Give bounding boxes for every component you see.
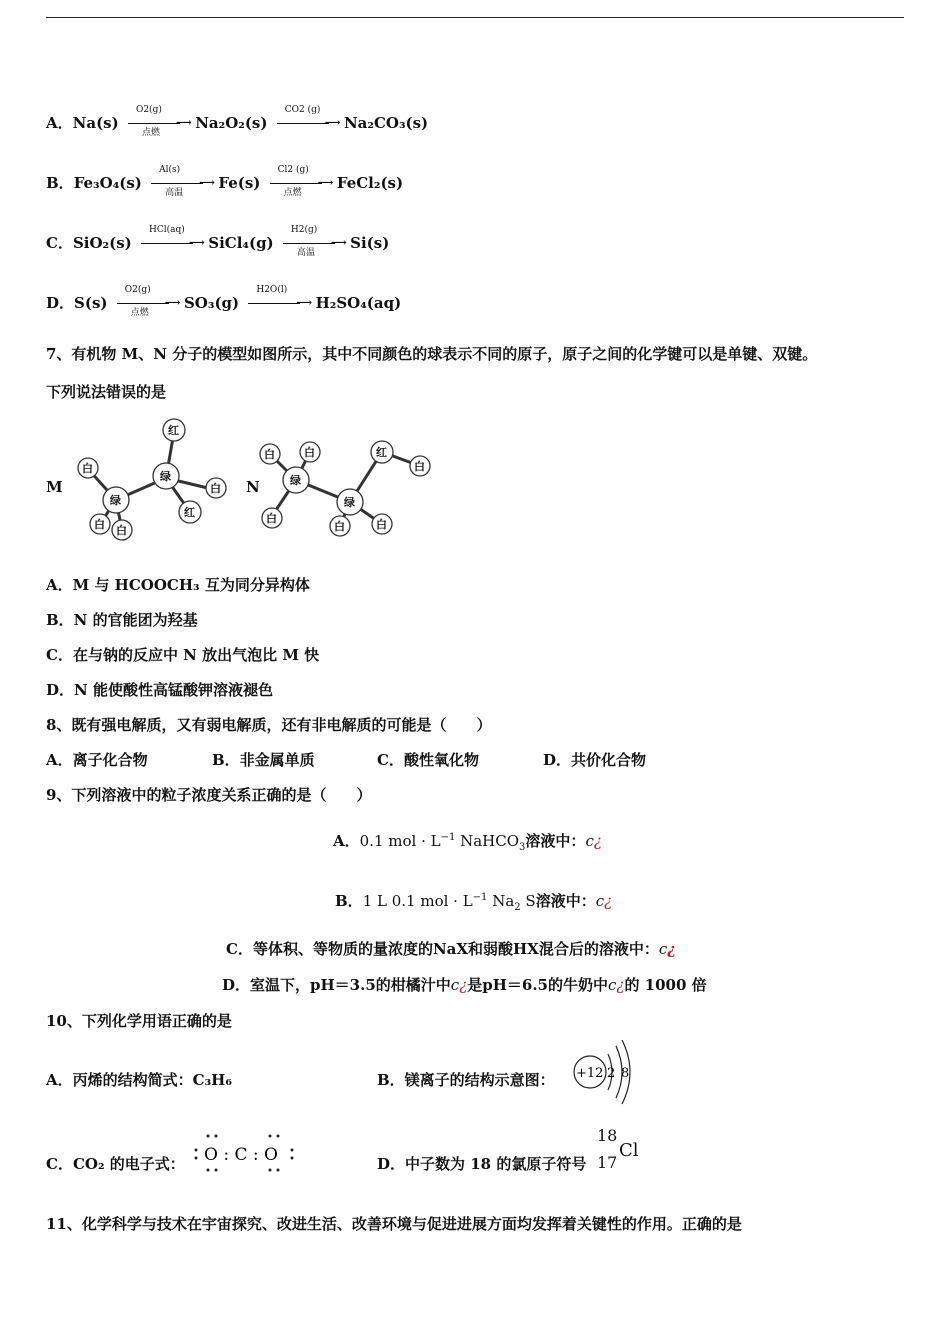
molecule-models-figure (70, 412, 440, 542)
isotope-atomic-number: 17 (597, 1153, 618, 1172)
q8-option-d: D．共价化合物 (543, 751, 647, 769)
atom-label: 白 (304, 446, 315, 459)
shell-electrons-1: 2 (607, 1066, 616, 1081)
co2-formula-text: O : C : O (204, 1145, 278, 1165)
atom-label: 绿 (290, 474, 301, 487)
q9-option-a: A．0.1 mol · $L^{-1}$ NaHCO$_3$溶液中：c¿ (333, 832, 602, 853)
nucleus-charge: +12 (576, 1066, 604, 1081)
reaction-arrow: H2O(l) ⟶ (248, 295, 306, 313)
q7-stem-line1: 7、有机物 M、N 分子的模型如图所示，其中不同颜色的球表示不同的原子，原子之间的化学键可以是单键、双键。 (46, 345, 818, 363)
q6-option-a: A．Na(s) O2(g) 点燃 ⟶ Na₂O₂(s) CO2 (g) ⟶ Na₂CO₃(s) (46, 105, 429, 138)
q8-stem: 8、既有强电解质，又有弱电解质，还有非电解质的可能是（ ） (46, 716, 492, 734)
q6-option-d: D．S(s) O2(g) 点燃 ⟶ SO₃(g) H2O(l) ⟶ H₂SO₄(aq) (46, 285, 402, 318)
reaction-arrow: HCl(aq) ⟶ (141, 235, 199, 253)
reaction-arrow: Cl2 (g) 点燃 ⟶ (270, 175, 328, 193)
reaction-arrow: O2(g) 点燃 ⟶ (117, 295, 175, 313)
atom-label: 红 (168, 424, 179, 437)
q9-option-d: D．室温下，pH＝3.5的柑橘汁中c¿是pH＝6.5的牛奶中c¿的 1000 倍 (222, 976, 707, 994)
atom-label: 绿 (344, 496, 355, 509)
q10-option-a: A．丙烯的结构简式：C₃H₆ (46, 1071, 232, 1089)
q10-option-c: C．CO₂ 的电子式： (46, 1155, 185, 1173)
q7-stem-line2: 下列说法错误的是 (46, 383, 167, 401)
atom-label: 白 (376, 518, 387, 531)
atom-label: 绿 (110, 494, 121, 507)
q7-option-c: C．在与钠的反应中 N 放出气泡比 M 快 (46, 646, 320, 664)
q8-option-b: B．非金属单质 (212, 751, 315, 769)
q7-option-b: B．N 的官能团为羟基 (46, 611, 198, 629)
header-rule (46, 17, 904, 18)
atom-label: 白 (94, 518, 105, 531)
reaction-arrow: CO2 (g) ⟶ (277, 115, 335, 133)
atom-label: 红 (184, 506, 195, 519)
q6-option-c: C．SiO₂(s) HCl(aq) ⟶ SiCl₄(g) H2(g) 高温 ⟶ Si(s) (46, 225, 390, 258)
atom-label: 白 (334, 520, 345, 533)
atom-label: 绿 (160, 470, 171, 483)
atom-label: 白 (264, 448, 275, 461)
atom-label: 白 (210, 482, 221, 495)
atom-label: 白 (266, 512, 277, 525)
atom-label: 白 (116, 524, 127, 537)
q8-option-a: A．离子化合物 (46, 751, 148, 769)
co2-electron-formula (190, 1130, 300, 1176)
q6-option-b: B．Fe₃O₄(s) Al(s) 高温 ⟶ Fe(s) Cl2 (g) 点燃 ⟶ FeCl₂(s) (46, 165, 404, 198)
isotope-mass-number: 18 (597, 1126, 618, 1145)
q9-stem: 9、下列溶液中的粒子浓度关系正确的是（ ） (46, 786, 372, 804)
atom-label: 红 (376, 446, 387, 459)
q10-option-b: B．镁离子的结构示意图： (377, 1071, 555, 1089)
molecule-n-label: N (246, 478, 260, 496)
q9-option-c: C．等体积、等物质的量浓度的NaX和弱酸HX混合后的溶液中：c¿ (226, 940, 677, 958)
q10-stem: 10、下列化学用语正确的是 (46, 1012, 232, 1030)
q9-option-b: B．1 L 0.1 mol · $L^{-1}$ $Na_2$ S溶液中：c¿ (335, 892, 613, 913)
magnesium-ion-diagram (570, 1040, 640, 1106)
q11-stem: 11、化学科学与技术在宇宙探究、改进生活、改善环境与促进进展方面均发挥着关键性的作用。正确的是 (46, 1215, 742, 1233)
q7-option-a: A．M 与 HCOOCH₃ 互为同分异构体 (46, 576, 310, 594)
q10-option-d: D．中子数为 18 的氯原子符号 (377, 1155, 587, 1173)
reaction-arrow: O2(g) 点燃 ⟶ (128, 115, 186, 133)
q7-option-d: D．N 能使酸性高锰酸钾溶液褪色 (46, 681, 273, 699)
shell-electrons-2: 8 (621, 1066, 630, 1081)
isotope-symbol: Cl (619, 1140, 639, 1161)
reaction-arrow: H2(g) 高温 ⟶ (283, 235, 341, 253)
reaction-arrow: Al(s) 高温 ⟶ (151, 175, 209, 193)
q8-option-c: C．酸性氧化物 (377, 751, 479, 769)
molecule-m-label: M (46, 478, 63, 496)
atom-label: 白 (414, 460, 425, 473)
atom-label: 白 (82, 462, 93, 475)
